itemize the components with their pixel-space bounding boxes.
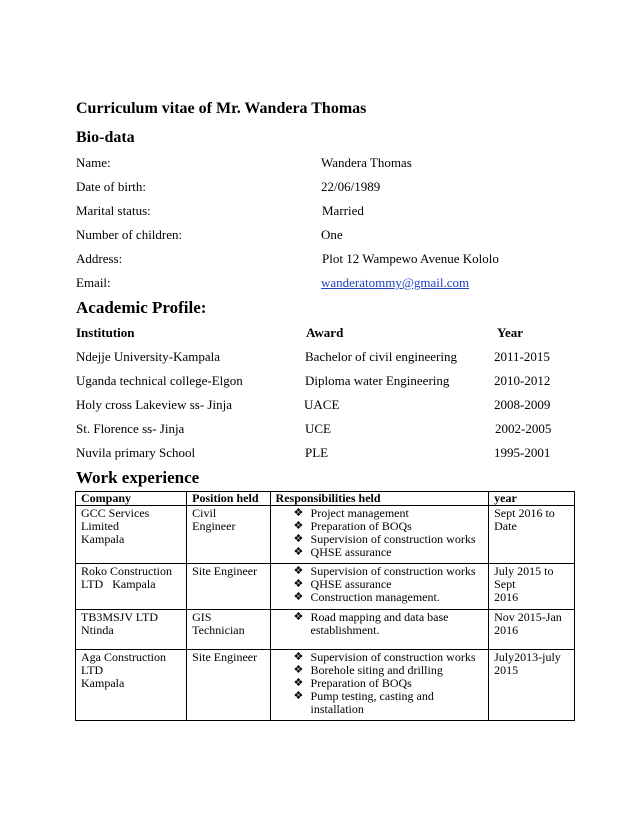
award-cell: Diploma water Engineering xyxy=(305,373,450,388)
table-row xyxy=(76,650,575,721)
list-item: ❖ Road mapping and data base establishment. xyxy=(293,610,449,637)
year-cell: 2008-2009 xyxy=(494,397,551,412)
responsibilities-cell xyxy=(270,650,489,721)
year-cell: 2011-2015 xyxy=(494,349,550,364)
diamond-bullet-icon: ❖ xyxy=(293,591,304,603)
diamond-bullet-icon: ❖ xyxy=(293,651,304,663)
diamond-bullet-icon: ❖ xyxy=(293,677,304,689)
list-item: ❖ Construction management. xyxy=(293,590,440,604)
list-item: ❖ Project management xyxy=(293,506,409,520)
diamond-bullet-icon: ❖ xyxy=(293,507,304,519)
list-item: ❖ Preparation of BOQs xyxy=(293,676,412,690)
year-cell: 2002-2005 xyxy=(495,421,552,436)
responsibilities-cell xyxy=(270,564,489,610)
diamond-bullet-icon: ❖ xyxy=(293,611,304,623)
work-experience-table xyxy=(75,491,575,721)
company-cell: Roko Construction LTD Kampala xyxy=(76,564,187,610)
name-label: Name: xyxy=(76,155,111,170)
company-cell: GCC Services Limited Kampala xyxy=(76,506,187,564)
position-header: Position held xyxy=(187,492,270,506)
responsibilities-cell xyxy=(270,506,489,564)
diamond-bullet-icon: ❖ xyxy=(293,520,304,532)
responsibilities-header: Responsibilities held xyxy=(270,492,489,506)
table-row xyxy=(76,506,575,564)
work-year-cell: July2013-july 2015 xyxy=(489,650,575,721)
position-cell: Site Engineer xyxy=(187,650,270,721)
list-item: ❖ Borehole siting and drilling xyxy=(293,663,443,677)
cv-title: Curriculum vitae of Mr. Wandera Thomas xyxy=(76,100,367,117)
address-value: Plot 12 Wampewo Avenue Kololo xyxy=(322,251,499,266)
table-row xyxy=(76,610,575,650)
diamond-bullet-icon: ❖ xyxy=(293,664,304,676)
institution-cell: Nuvila primary School xyxy=(76,445,196,460)
table-header-row xyxy=(76,492,575,506)
responsibilities-cell xyxy=(270,610,489,650)
email-link[interactable]: wanderatommy@gmail.com xyxy=(321,275,470,290)
company-cell: TB3MSJV LTD Ntinda xyxy=(76,610,187,650)
children-value: One xyxy=(321,227,343,242)
company-cell: Aga Construction LTD Kampala xyxy=(76,650,187,721)
institution-cell: Ndejje University-Kampala xyxy=(76,349,221,364)
position-cell: Civil Engineer xyxy=(187,506,270,564)
position-cell: Site Engineer xyxy=(187,564,270,610)
diamond-bullet-icon: ❖ xyxy=(293,565,304,577)
work-heading: Work experience xyxy=(76,468,200,487)
biodata-heading: Bio-data xyxy=(76,129,135,146)
diamond-bullet-icon: ❖ xyxy=(293,690,304,702)
dob-label: Date of birth: xyxy=(76,179,147,194)
list-item: ❖ Supervision of construction works xyxy=(293,532,476,546)
institution-header: Institution xyxy=(76,325,135,340)
list-item: ❖ Preparation of BOQs xyxy=(293,519,412,533)
marital-label: Marital status: xyxy=(76,203,151,218)
institution-cell: Uganda technical college-Elgon xyxy=(76,373,243,388)
table-row xyxy=(76,564,575,610)
company-header: Company xyxy=(76,492,187,506)
children-label: Number of children: xyxy=(76,227,183,242)
email-label: Email: xyxy=(76,275,111,290)
list-item: ❖ QHSE assurance xyxy=(293,577,392,591)
dob-value: 22/06/1989 xyxy=(321,179,381,194)
list-item: ❖ QHSE assurance xyxy=(293,545,392,559)
year-cell: 1995-2001 xyxy=(494,445,551,460)
award-cell: Bachelor of civil engineering xyxy=(305,349,457,364)
award-cell: PLE xyxy=(305,445,329,460)
list-item: ❖ Supervision of construction works xyxy=(293,650,476,664)
award-cell: UCE xyxy=(305,421,331,436)
award-cell: UACE xyxy=(304,397,340,412)
institution-cell: St. Florence ss- Jinja xyxy=(76,421,185,436)
diamond-bullet-icon: ❖ xyxy=(293,578,304,590)
award-header: Award xyxy=(306,325,344,340)
institution-cell: Holy cross Lakeview ss- Jinja xyxy=(76,397,232,412)
address-label: Address: xyxy=(76,251,123,266)
year-cell: 2010-2012 xyxy=(494,373,551,388)
list-item: ❖ Supervision of construction works xyxy=(293,564,476,578)
work-year-cell: Nov 2015-Jan 2016 xyxy=(489,610,575,650)
diamond-bullet-icon: ❖ xyxy=(293,546,304,558)
position-cell: GIS Technician xyxy=(187,610,270,650)
work-year-header: year xyxy=(489,492,575,506)
list-item: ❖ Pump testing, casting and installation xyxy=(293,689,434,716)
academic-heading: Academic Profile: xyxy=(76,298,207,317)
marital-value: Married xyxy=(322,203,364,218)
year-header: Year xyxy=(497,325,523,340)
name-value: Wandera Thomas xyxy=(321,155,412,170)
work-year-cell: Sept 2016 to Date xyxy=(489,506,575,564)
diamond-bullet-icon: ❖ xyxy=(293,533,304,545)
work-year-cell: July 2015 to Sept 2016 xyxy=(489,564,575,610)
